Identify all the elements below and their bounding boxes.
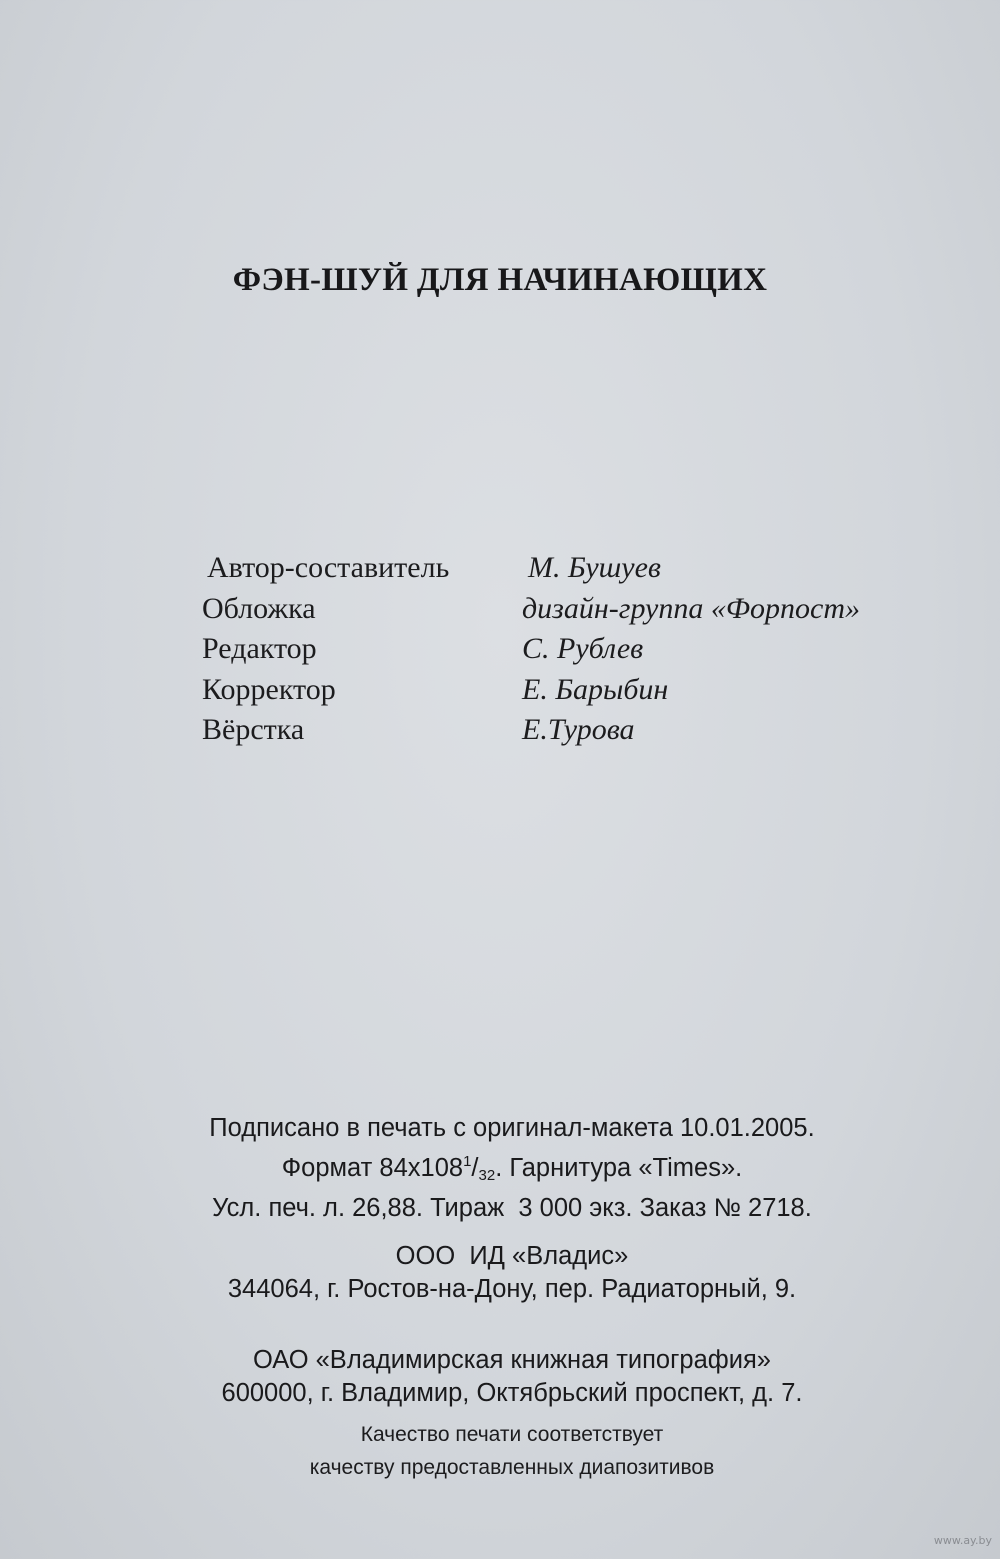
credit-name: Е.Турова [522,713,635,746]
format-suffix: . Гарнитура «Times». [495,1154,743,1182]
volume-line: Усл. печ. л. 26,88. Тираж 3 000 экз. Заказ № 2718. [212,1194,812,1222]
credit-role: Корректор [202,672,336,706]
credit-role: Редактор [202,632,317,665]
credit-role: Вёрстка [202,713,305,746]
credit-row [202,589,962,630]
printer-address: 600000, г. Владимир, Октябрьский проспект, д. 7. [221,1379,803,1407]
publisher-name: ООО ИД «Владис» [395,1242,629,1270]
quality-note [12,1418,1000,1484]
printer-info [12,1344,1000,1410]
publisher-address: 344064, г. Ростов-на-Дону, пер. Радиаторный, 9. [227,1275,797,1303]
credit-role: Автор-составитель [207,551,450,584]
credit-name: дизайн-группа «Форпост» [522,591,860,625]
quality-note-line-1: Качество печати соответствует [360,1423,664,1446]
credit-row [202,710,962,751]
format-separator: / [471,1154,479,1182]
format-subscript: 32 [478,1167,496,1184]
print-details [12,1112,1000,1225]
book-title: ФЭН-ШУЙ ДЛЯ НАЧИНАЮЩИХ [232,262,768,298]
credit-row [202,548,962,589]
format-line [12,1145,1000,1192]
quality-note-line-2: качеству предоставленных диапозитивов [309,1456,715,1479]
format-superscript: 1 [463,1153,472,1170]
printer-name: ОАО «Владимирская книжная типография» [252,1346,771,1374]
credits-list [202,548,962,751]
credit-role: Обложка [202,591,316,625]
site-watermark: www.ay.by [933,1534,992,1547]
credit-row [202,629,962,670]
publisher-info [12,1240,1000,1306]
format-prefix: Формат 84x108 [281,1154,464,1182]
credit-name: Е. Барыбин [522,672,669,706]
credit-name: М. Бушуев [528,551,661,584]
signed-for-print: Подписано в печать с оригинал-макета 10.01.2005. [209,1114,815,1142]
credit-row [202,670,962,711]
credit-name: С. Рублев [522,632,644,665]
